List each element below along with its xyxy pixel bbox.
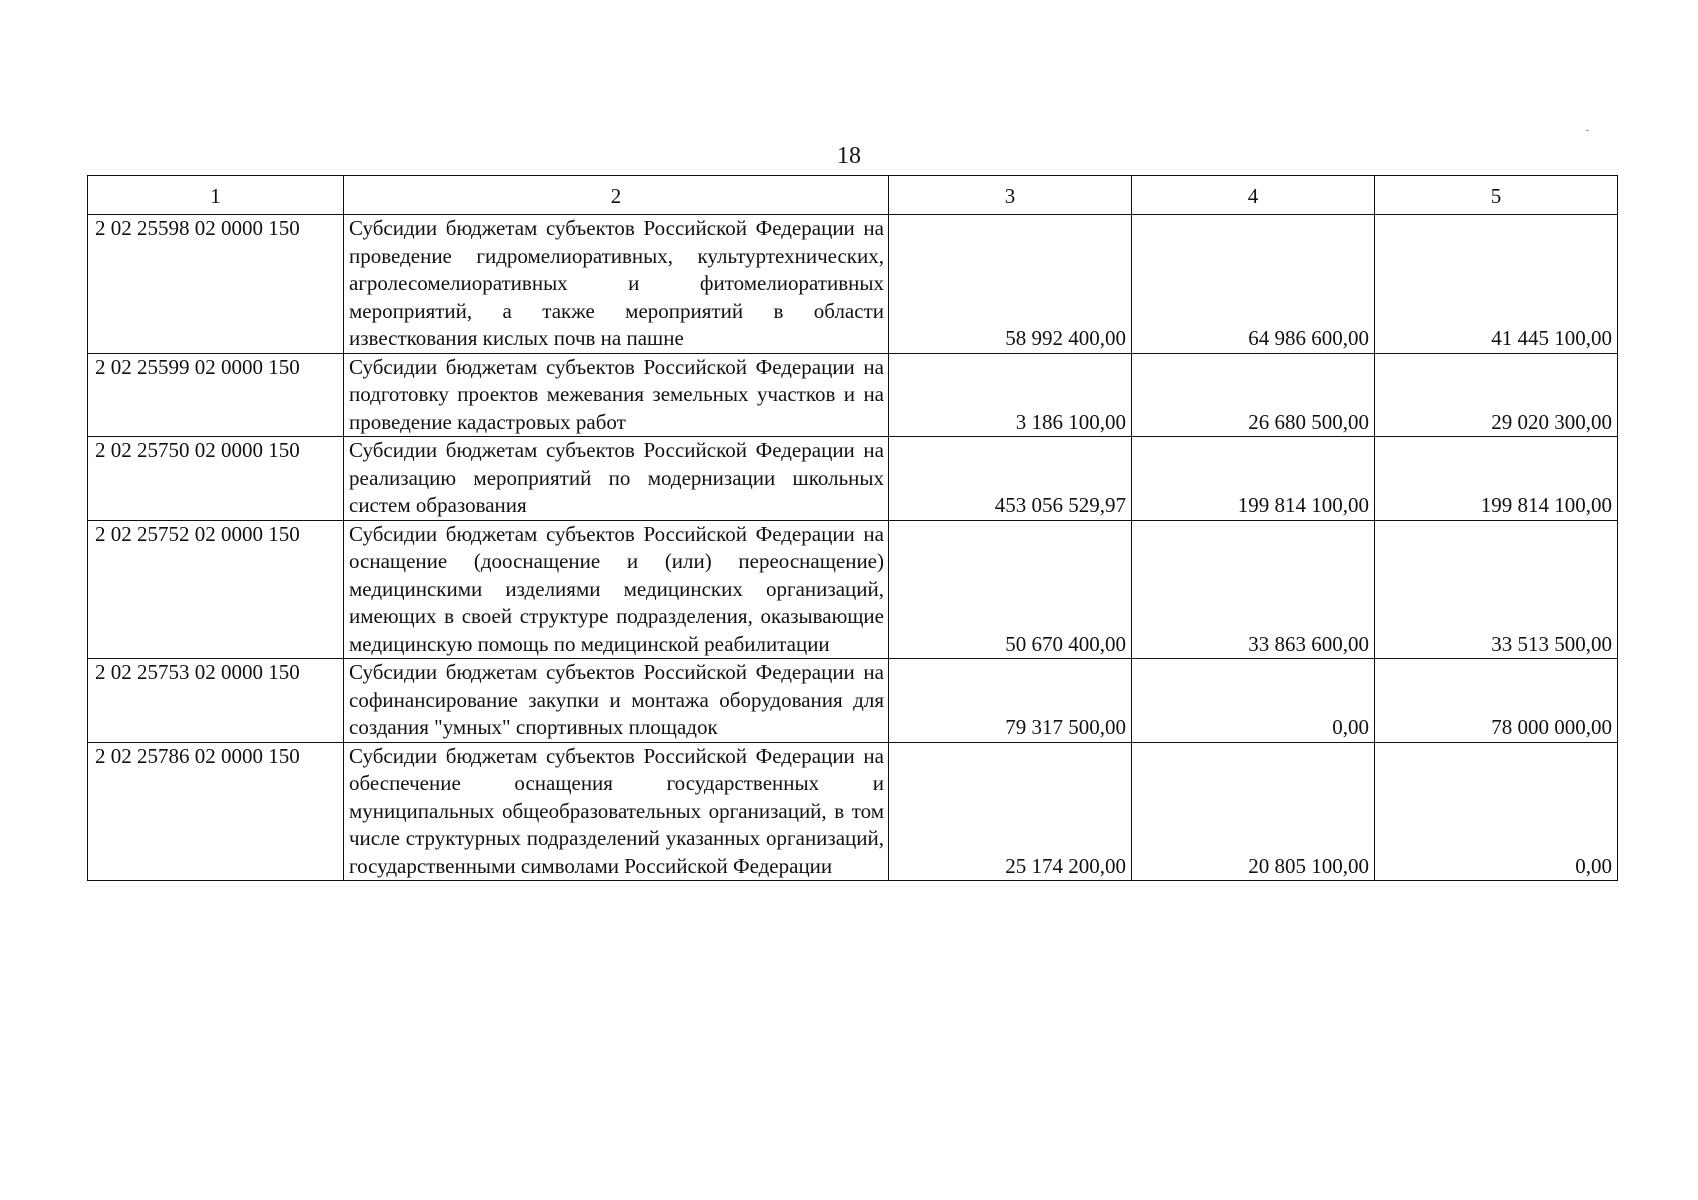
column-header-5: 5: [1375, 176, 1618, 215]
amount-col4-cell: 20 805 100,00: [1132, 742, 1375, 881]
column-header-1: 1: [88, 176, 344, 215]
table-row: [88, 742, 1618, 881]
budget-code-cell: 2 02 25599 02 0000 150: [88, 353, 344, 437]
budget-code-cell: 2 02 25753 02 0000 150: [88, 659, 344, 743]
amount-col5-cell: 0,00: [1375, 742, 1618, 881]
budget-code-cell: 2 02 25786 02 0000 150: [88, 742, 344, 881]
table-row: [88, 215, 1618, 354]
amount-col3-cell: 79 317 500,00: [889, 659, 1132, 743]
amount-col4-cell: 33 863 600,00: [1132, 520, 1375, 659]
table-row: [88, 659, 1618, 743]
description-cell: Субсидии бюджетам субъектов Российской Федерации на обеспечение оснащения государственных и муниципальных общеобразовательных организаций, в том числе структурных подразделений указанных организаций, государственными символами Российской Федерации: [344, 742, 889, 881]
budget-code-cell: 2 02 25752 02 0000 150: [88, 520, 344, 659]
amount-col4-cell: 199 814 100,00: [1132, 437, 1375, 521]
table-row: [88, 437, 1618, 521]
amount-col4-cell: 64 986 600,00: [1132, 215, 1375, 354]
amount-col5-cell: 29 020 300,00: [1375, 353, 1618, 437]
budget-code-cell: 2 02 25750 02 0000 150: [88, 437, 344, 521]
amount-col3-cell: 3 186 100,00: [889, 353, 1132, 437]
table-row: [88, 353, 1618, 437]
amount-col5-cell: 78 000 000,00: [1375, 659, 1618, 743]
description-cell: Субсидии бюджетам субъектов Российской Федерации на оснащение (дооснащение и (или) переоснащение) медицинскими изделиями медицинских организаций, имеющих в своей структуре подразделения, оказывающие медицинскую помощь по медицинской реабилитации: [344, 520, 889, 659]
scan-speck: [1586, 130, 1589, 131]
column-header-2: 2: [344, 176, 889, 215]
page-number: 18: [837, 143, 861, 169]
amount-col3-cell: 50 670 400,00: [889, 520, 1132, 659]
amount-col5-cell: 41 445 100,00: [1375, 215, 1618, 354]
amount-col3-cell: 25 174 200,00: [889, 742, 1132, 881]
budget-table: [87, 175, 1618, 881]
amount-col5-cell: 33 513 500,00: [1375, 520, 1618, 659]
column-header-3: 3: [889, 176, 1132, 215]
description-cell: Субсидии бюджетам субъектов Российской Федерации на проведение гидромелиоративных, культуртехнических, агролесомелиоративных и фитомелиоративных мероприятий, а также мероприятий в области известкования кислых почв на пашне: [344, 215, 889, 354]
description-cell: Субсидии бюджетам субъектов Российской Федерации на реализацию мероприятий по модернизации школьных систем образования: [344, 437, 889, 521]
amount-col3-cell: 453 056 529,97: [889, 437, 1132, 521]
table-row: [88, 520, 1618, 659]
amount-col4-cell: 26 680 500,00: [1132, 353, 1375, 437]
budget-code-cell: 2 02 25598 02 0000 150: [88, 215, 344, 354]
description-cell: Субсидии бюджетам субъектов Российской Федерации на подготовку проектов межевания земельных участков и на проведение кадастровых работ: [344, 353, 889, 437]
column-header-4: 4: [1132, 176, 1375, 215]
description-cell: Субсидии бюджетам субъектов Российской Федерации на софинансирование закупки и монтажа оборудования для создания "умных" спортивных площадок: [344, 659, 889, 743]
amount-col5-cell: 199 814 100,00: [1375, 437, 1618, 521]
amount-col3-cell: 58 992 400,00: [889, 215, 1132, 354]
table-header-row: [88, 176, 1618, 215]
amount-col4-cell: 0,00: [1132, 659, 1375, 743]
